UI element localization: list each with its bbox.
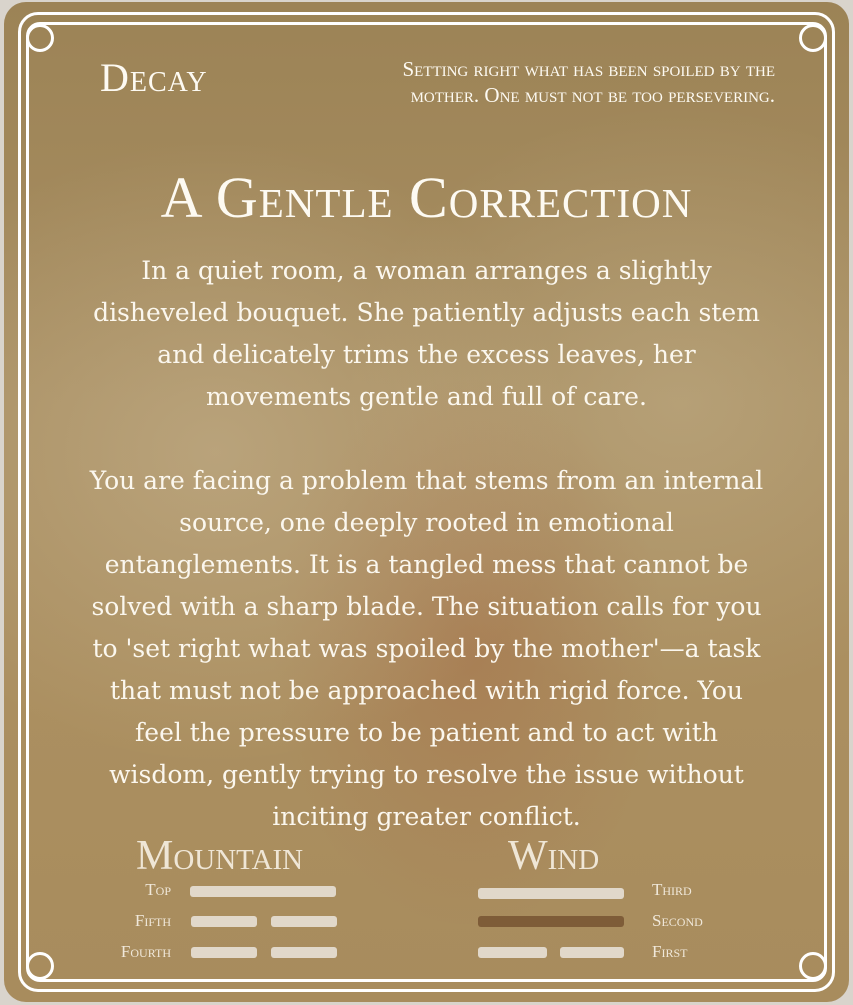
yin-line-right — [271, 916, 337, 927]
card-body — [86, 250, 767, 880]
yin-line-left — [191, 916, 257, 927]
yin-line-left — [478, 947, 547, 958]
hexagram-quote: Setting right what has been spoiled by the mother. One must not be too persevering. — [402, 57, 775, 107]
corner-knot-icon — [799, 24, 827, 52]
scene-paragraph: In a quiet room, a woman arranges a slightly disheveled bouquet. She patiently adjusts each stem and delicately trims the excess leaves, her movements gentle and full of care. — [93, 256, 760, 411]
line-label: Second — [652, 911, 703, 930]
corner-knot-icon — [26, 24, 54, 52]
yang-line — [478, 888, 624, 899]
line-label: Fifth — [134, 911, 171, 930]
yin-line-right — [560, 947, 624, 958]
line-label: Fourth — [120, 942, 171, 961]
hexagram-name: Decay — [100, 55, 208, 100]
upper-trigram-name: Mountain — [136, 833, 304, 879]
lower-trigram-name: Wind — [508, 833, 600, 879]
yin-line-right — [271, 947, 337, 958]
line-label: First — [652, 942, 688, 961]
corner-knot-icon — [799, 952, 827, 980]
yang-line — [190, 886, 336, 897]
corner-knot-icon — [26, 952, 54, 980]
hexagram-card — [4, 2, 849, 1002]
line-label: Top — [145, 880, 171, 899]
interpretation-paragraph: You are facing a problem that stems from an internal source, one deeply rooted in emotional entanglements. It is a tangled mess that cannot be solved with a sharp blade. The situation calls for you to 'set right what was spoiled by the mother'—a task that must not be approached with rigid force. You feel the pressure to be patient and to act with wisdom, gently trying to resolve the issue without inciting greater conflict. — [89, 466, 764, 831]
yin-line-left — [191, 947, 257, 958]
changing-yang-line — [478, 916, 624, 927]
card-title: A Gentle Correction — [160, 165, 693, 230]
line-label: Third — [652, 880, 692, 899]
